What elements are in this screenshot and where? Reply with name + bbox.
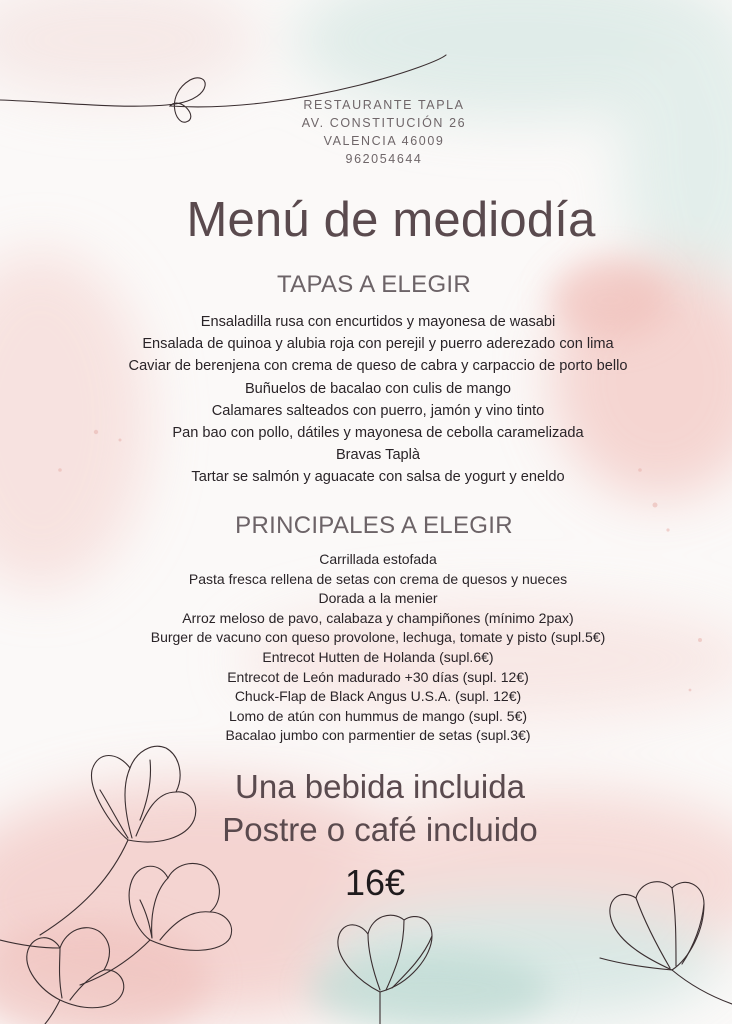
menu-price: 16€: [344, 862, 406, 903]
mains-heading: PRINCIPALES A ELEGIR: [235, 512, 513, 539]
list-item: Entrecot de León madurado +30 días (supl. 12€): [227, 668, 529, 685]
list-item: Buñuelos de bacalao con culis de mango: [244, 380, 512, 397]
list-item: Calamares salteados con puerro, jamón y vino tinto: [211, 402, 545, 419]
list-item: Pan bao con pollo, dátiles y mayonesa de cebolla caramelizada: [172, 425, 584, 442]
list-item: Entrecot Hutten de Holanda (supl.6€): [262, 648, 494, 665]
list-item: Dorada a la menier: [318, 590, 438, 607]
list-item: Carrillada estofada: [319, 551, 437, 567]
drink-included-text: Una bebida incluida: [235, 768, 525, 805]
list-item: Burger de vacuno con queso provolone, lechuga, tomate y pisto (supl.5€): [150, 629, 606, 646]
list-item: Arroz meloso de pavo, calabaza y champiñones (mínimo 2pax): [182, 609, 574, 626]
list-item: Chuck-Flap de Black Angus U.S.A. (supl. 12€): [234, 688, 522, 705]
tapas-heading: TAPAS A ELEGIR: [276, 271, 472, 298]
restaurant-name: RESTAURANTE TAPLA: [303, 98, 465, 112]
city-postcode: VALENCIA 46009: [323, 134, 445, 148]
list-item: Pasta fresca rellena de setas con crema de quesos y nueces: [188, 570, 568, 587]
list-item: Caviar de berenjena con crema de queso de cabra y carpaccio de porto bello: [128, 358, 628, 375]
list-item: Ensaladilla rusa con encurtidos y mayonesa de wasabi: [200, 314, 556, 330]
restaurant-address-block: [0, 96, 732, 168]
list-item: Ensalada de quinoa y alubia roja con perejil y puerro aderezado con lima: [142, 336, 614, 353]
included-extras: [0, 765, 732, 851]
dessert-included-text: Postre o café incluido: [222, 811, 538, 848]
tapas-list: [0, 311, 732, 489]
phone-number: 962054644: [345, 152, 423, 166]
page-title: Menú de mediodía: [186, 193, 596, 247]
list-item: Bacalao jumbo con parmentier de setas (supl.3€): [225, 727, 531, 744]
list-item: Bravas Taplà: [335, 447, 421, 464]
list-item: Tartar se salmón y aguacate con salsa de yogurt y eneldo: [191, 469, 565, 486]
street-address: AV. CONSTITUCIÓN 26: [301, 116, 467, 130]
mains-list: [0, 550, 732, 746]
list-item: Lomo de atún con hummus de mango (supl. 5€): [228, 707, 528, 724]
